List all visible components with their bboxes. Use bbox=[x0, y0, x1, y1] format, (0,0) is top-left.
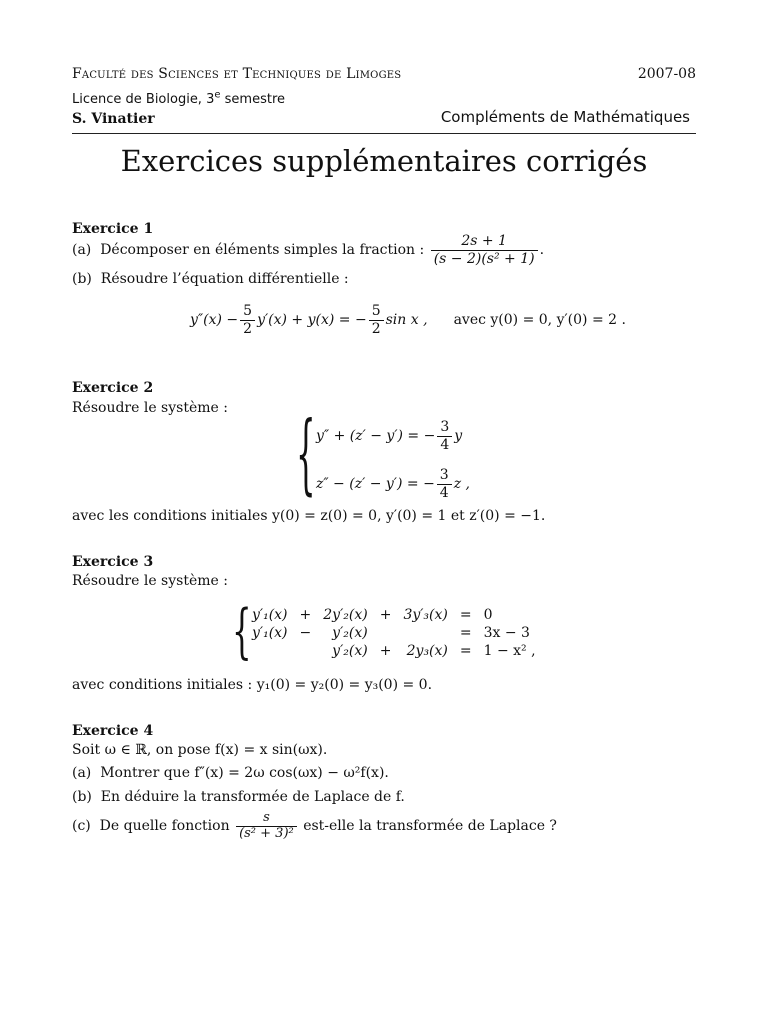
exercise-3-intro: Résoudre le système : bbox=[72, 573, 228, 589]
system-cell: = bbox=[459, 625, 472, 641]
system-line-1: y″ + (z′ − y′) = − $\frac{3}{4}$ y bbox=[316, 419, 463, 453]
item-text: Résoudre l’équation différentielle : bbox=[100, 271, 349, 287]
item-text: Montrer que f″(x) = 2ω cos(ωx) − ω²f(x). bbox=[100, 765, 389, 781]
system-cell: 2y′₂(x) bbox=[323, 607, 368, 623]
exercise-3-heading: Exercice 3 bbox=[72, 554, 154, 570]
system-cell: + bbox=[299, 607, 312, 623]
item-label: (a) bbox=[72, 242, 92, 258]
system-cell: 0 bbox=[483, 607, 493, 623]
system-row bbox=[246, 606, 542, 624]
system-cell bbox=[374, 624, 398, 642]
header-divider bbox=[72, 133, 696, 134]
course-name: Compléments de Mathématiques bbox=[440, 108, 690, 126]
exercise-4-part-a bbox=[72, 765, 389, 781]
left-brace: { bbox=[232, 597, 252, 666]
system-cell bbox=[294, 642, 318, 660]
item-label: (b) bbox=[72, 271, 92, 287]
system-cell: y′₁(x) bbox=[252, 625, 288, 641]
system-line-2: z″ − (z′ − y′) = − $\frac{3}{4}$ z , bbox=[316, 467, 470, 501]
fraction: $\frac{2s + 1}{\text{(s − 2)(s² + 1)}}$ bbox=[431, 233, 538, 266]
academic-year: 2007-08 bbox=[637, 66, 696, 82]
faculty-name: Faculté des Sciences et Techniques de Limoges bbox=[72, 66, 402, 82]
fraction: $\frac{5}{2}$ bbox=[240, 303, 255, 336]
fraction: $\frac{3}{4}$ bbox=[437, 419, 452, 452]
system-cell: y′₂(x) bbox=[332, 643, 368, 659]
exercise-2-conditions: avec les conditions initiales y(0) = z(0) = 0, y′(0) = 1 et z′(0) = −1. bbox=[72, 508, 546, 524]
licence-line: Licence de Biologie, 3e semestre bbox=[72, 89, 286, 107]
fraction: $\frac{3}{4}$ bbox=[437, 467, 452, 500]
exercise-1-heading: Exercice 1 bbox=[72, 221, 154, 237]
system-cell: 3y′₃(x) bbox=[403, 607, 448, 623]
item-label: (c) bbox=[72, 818, 91, 834]
system-cell: 2y₃(x) bbox=[406, 643, 448, 659]
system-cell: y′₂(x) bbox=[332, 625, 368, 641]
exercise-1-equation: y″(x) − $\frac{5}{2}$ y′(x) + y(x) = − $\frac{5}{2}$ sin x , avec y(0) = 0, y′(0) = 2 . bbox=[190, 303, 626, 337]
item-text: Décomposer en éléments simples la fraction : bbox=[100, 242, 425, 258]
left-brace: { bbox=[296, 404, 316, 505]
item-label: (b) bbox=[72, 789, 92, 805]
exercise-2-heading: Exercice 2 bbox=[72, 380, 154, 396]
exercise-1-part-a: (a) Décomposer en éléments simples la fraction : $\frac{2s + 1}{\text{(s − 2)(s² + 1)}}$ . bbox=[72, 233, 545, 267]
system-cell: 3x − 3 bbox=[483, 625, 530, 641]
author-name: S. Vinatier bbox=[72, 111, 155, 127]
exercise-4-part-b bbox=[72, 789, 405, 805]
exercise-4-part-c bbox=[72, 806, 557, 846]
system-array bbox=[246, 606, 542, 660]
system-cell: y′₁(x) bbox=[252, 607, 288, 623]
initial-conditions: avec y(0) = 0, y′(0) = 2 . bbox=[453, 312, 626, 328]
page-title: Exercices supplémentaires corrigés bbox=[120, 144, 648, 178]
system-cell: + bbox=[379, 643, 392, 659]
exercise-4-intro: Soit ω ∈ ℝ, on pose f(x) = x sin(ωx). bbox=[72, 742, 328, 758]
system-cell: 1 − x² , bbox=[483, 643, 536, 659]
system-row bbox=[246, 642, 542, 660]
fraction: $\frac{5}{2}$ bbox=[369, 303, 384, 336]
exercise-3-conditions: avec conditions initiales : y₁(0) = y₂(0) = y₃(0) = 0. bbox=[72, 677, 433, 693]
item-text: est-elle la transformée de Laplace ? bbox=[303, 818, 557, 834]
exercise-4-heading: Exercice 4 bbox=[72, 723, 154, 739]
fraction: $\frac{s}{\text{(s² + 3)²}}$ bbox=[236, 811, 297, 842]
system-cell: + bbox=[379, 607, 392, 623]
item-label: (a) bbox=[72, 765, 92, 781]
item-text: En déduire la transformée de Laplace de f. bbox=[100, 789, 405, 805]
system-cell: = bbox=[459, 607, 472, 623]
exercise-2-intro: Résoudre le système : bbox=[72, 400, 228, 416]
system-cell: = bbox=[459, 643, 472, 659]
system-cell bbox=[397, 624, 453, 642]
item-text: De quelle fonction bbox=[99, 818, 230, 834]
system-row bbox=[246, 624, 542, 642]
exercise-1-part-b bbox=[72, 271, 349, 287]
system-cell bbox=[246, 642, 294, 660]
system-cell: − bbox=[299, 625, 312, 641]
